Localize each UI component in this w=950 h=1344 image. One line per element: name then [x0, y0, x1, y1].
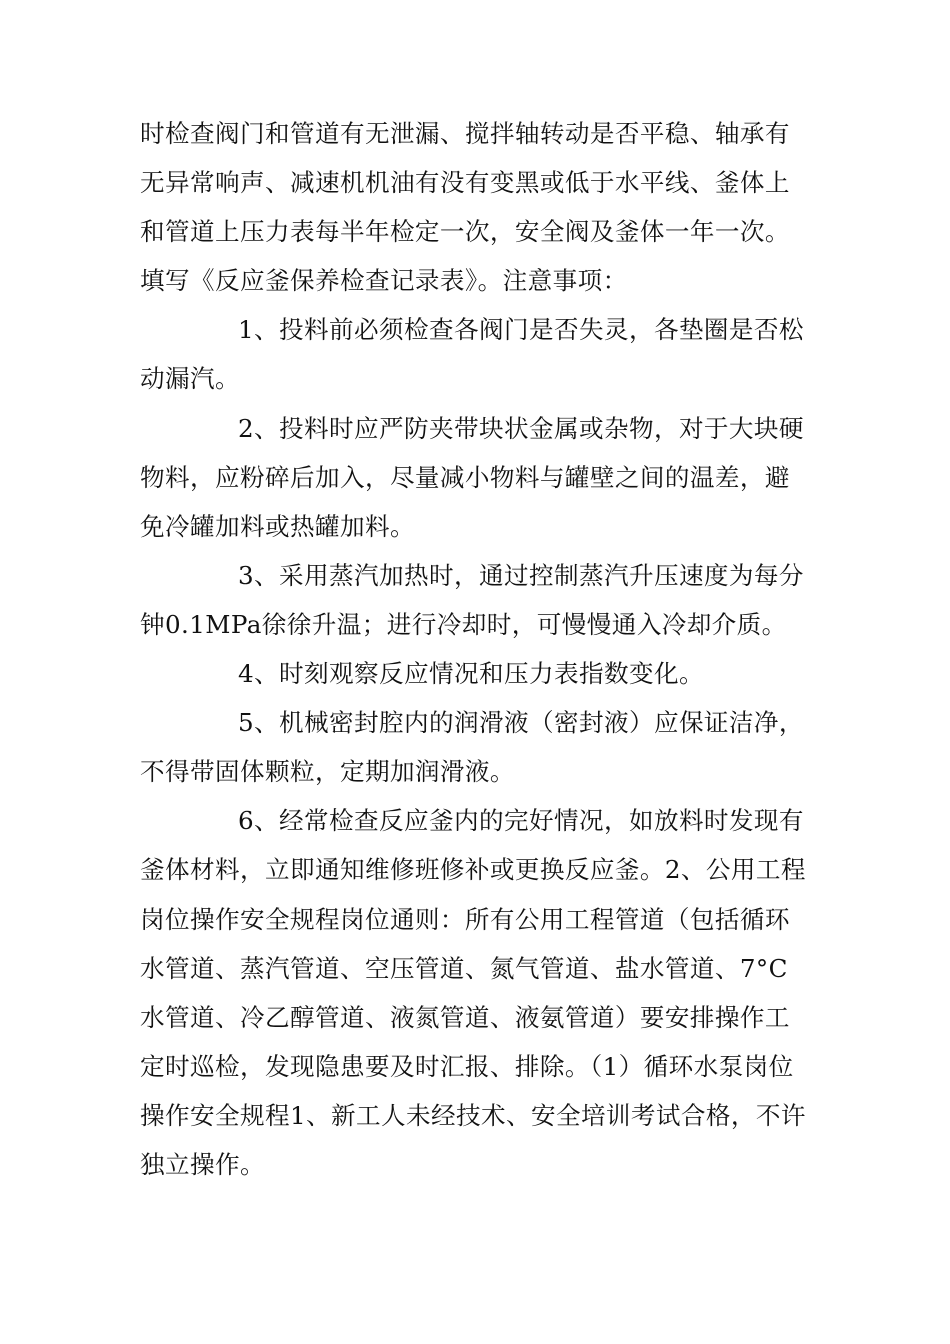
text-line: 免冷罐加料或热罐加料。	[140, 511, 415, 541]
text-line: 独立操作。	[140, 1149, 265, 1179]
text-line: 无异常响声、减速机机油有没有变黑或低于水平线、釜体上	[140, 168, 790, 198]
paragraph-item-5	[140, 698, 830, 796]
text-line: 1、投料前必须检查各阀门是否失灵，各垫圈是否松	[238, 315, 804, 345]
paragraph-item-4	[140, 649, 830, 698]
paragraph-item-2	[140, 404, 830, 551]
text-line: 6、经常检查反应釜内的完好情况，如放料时发现有	[238, 806, 804, 836]
paragraph-item-1	[140, 305, 830, 403]
text-line: 釜体材料，立即通知维修班修补或更换反应釜。2、公用工程	[140, 855, 806, 885]
text-line: 操作安全规程1、新工人未经技术、安全培训考试合格，不许	[140, 1100, 806, 1130]
text-line: 3、采用蒸汽加热时，通过控制蒸汽升压速度为每分	[238, 560, 804, 590]
text-line: 水管道、蒸汽管道、空压管道、氮气管道、盐水管道、7°C	[140, 953, 788, 983]
text-line: 2、投料时应严防夹带块状金属或杂物，对于大块硬	[238, 413, 804, 443]
paragraph-inspection	[140, 109, 830, 305]
paragraph-item-6	[140, 796, 830, 1189]
text-line: 不得带固体颗粒，定期加润滑液。	[140, 757, 515, 787]
text-line: 4、时刻观察反应情况和压力表指数变化。	[238, 659, 704, 689]
text-line: 钟0.1MPa徐徐升温；进行冷却时，可慢慢通入冷却介质。	[140, 609, 787, 639]
text-line: 和管道上压力表每半年检定一次，安全阀及釜体一年一次。	[140, 217, 790, 247]
text-line: 时检查阀门和管道有无泄漏、搅拌轴转动是否平稳、轴承有	[140, 119, 790, 148]
text-line: 岗位操作安全规程岗位通则：所有公用工程管道（包括循环	[140, 904, 790, 934]
text-line: 填写《反应釜保养检查记录表》。注意事项：	[140, 266, 628, 296]
text-line: 动漏汽。	[140, 364, 240, 394]
paragraph-item-3	[140, 551, 830, 649]
document-page	[140, 109, 830, 1189]
text-line: 5、机械密封腔内的润滑液（密封液）应保证洁净，	[238, 708, 804, 738]
text-line: 水管道、冷乙醇管道、液氮管道、液氨管道）要安排操作工	[140, 1002, 790, 1032]
text-line: 定时巡检，发现隐患要及时汇报、排除。（1）循环水泵岗位	[140, 1051, 794, 1081]
text-line: 物料，应粉碎后加入，尽量减小物料与罐壁之间的温差，避	[140, 462, 790, 492]
